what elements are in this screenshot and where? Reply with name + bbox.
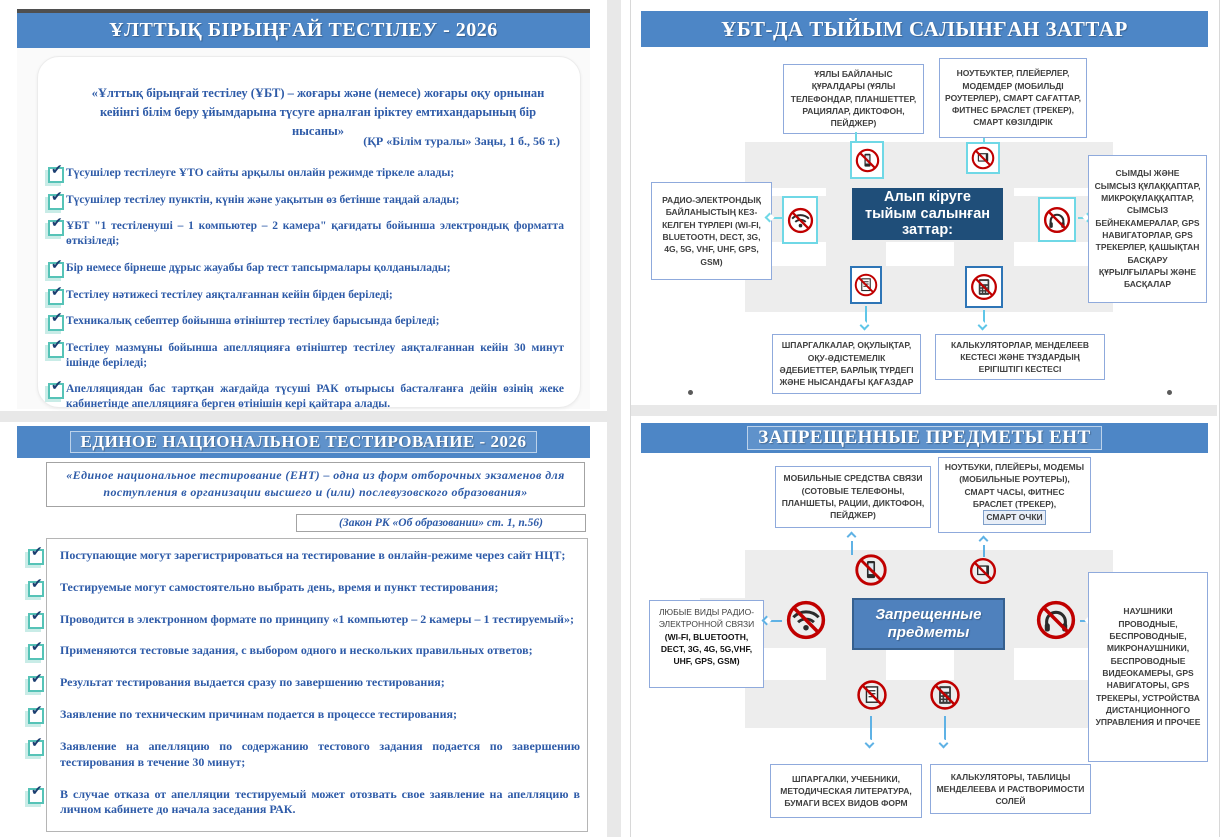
slide4-box-radio-types <box>649 600 764 688</box>
slide1-title: ҰЛТТЫҚ БІРЫҢҒАЙ ТЕСТІЛЕУ - 2026 <box>109 19 498 41</box>
checkbox-checked-icon <box>48 315 64 331</box>
list-item: ✔ Результат тестирования выдается сразу по завершению тестирования; <box>28 675 580 691</box>
connector-line <box>870 716 872 740</box>
slide4-center-label-box <box>852 598 1005 650</box>
page-gutter-right-horizontal <box>631 405 1217 416</box>
list-item: ✔ В случае отказа от апелляции тестируемый может отозвать свое заявление на апелляцию в личном кабинете до начала заседания РАК. <box>28 787 580 819</box>
list-item: ✔ Проводится в электронном формате по принципу «1 компьютер – 2 камеры – 1 тестируемый»; <box>28 612 580 628</box>
checkbox-checked-icon <box>48 289 64 305</box>
slide4-box-laptops-gadgets <box>938 457 1091 533</box>
slide3-box-cheatsheets: ШПАРГАЛКАЛАР, ОҚУЛЫҚТАР, ОҚУ-ӘДІСТЕМЕЛІК ӘДЕБИЕТТЕР, БАРЛЫҚ ТҮРДЕГІ ЖӘНЕ НЫСАНДАҒЫ ҚАҒАЗДАР <box>772 334 921 394</box>
list-item: ✔ Применяются тестовые задания, с выбором одного и нескольких правильных ответов; <box>28 643 580 659</box>
checkbox-checked-icon <box>28 549 44 565</box>
checkbox-checked-icon <box>28 613 44 629</box>
checkbox-checked-icon <box>28 581 44 597</box>
connector-line <box>944 716 946 740</box>
slide3-box-headphones-trackers: СЫМДЫ ЖӘНЕ СЫМСЫЗ ҚҰЛАҚҚАПТАР, МИКРОҚҰЛАҚҚАПТАР, СЫМСЫЗ БЕЙНЕКАМЕРАЛАР, GPS НАВИГАТОРЛАР, GPS ТРЕКЕРЛЕР, ҚАШЫҚТАН БАСҚАРУ ҚҰРЫЛҒЫЛАРЫ ЖӘНЕ БАСҚАЛАР <box>1088 155 1207 303</box>
checkbox-checked-icon <box>28 708 44 724</box>
slide4-smart-glasses-highlight: СМАРТ ОЧКИ <box>983 510 1045 524</box>
slide4-radio-text: ЛЮБЫЕ ВИДЫ РАДИО-ЭЛЕКТРОННОЙ СВЯЗИ <box>658 607 755 630</box>
page-gutter-left-horizontal <box>0 411 608 422</box>
slide1-title-bar <box>17 13 590 48</box>
bullet-dot <box>688 390 693 395</box>
slide3-title: ҰБТ-ДА ТЫЙЫМ САЛЫНҒАН ЗАТТАР <box>721 16 1128 41</box>
slide3-center-label-box <box>852 188 1003 240</box>
grid-band <box>745 142 1113 188</box>
checkbox-checked-icon <box>48 194 64 210</box>
slide2-checklist <box>28 548 580 818</box>
list-item: ✔ Заявление на апелляцию по содержанию тестового задания подается по завершению тестирования в течение 30 минут; <box>28 739 580 771</box>
list-item: ✔ Түсушілер тестілеу пунктін, күнін және уақытын өз бетінше таңдай алады; <box>48 193 564 208</box>
slide3-box-calculators: КАЛЬКУЛЯТОРЛАР, МЕНДЕЛЕЕВ КЕСТЕСІ ЖӘНЕ ТҰЗДАРДЫҢ ЕРІГІШТІГІ КЕСТЕСІ <box>935 334 1105 380</box>
slide4-box-laptops-text: НОУТБУКИ, ПЛЕЙЕРЫ, МОДЕМЫ (МОБИЛЬНЫЕ РОУТЕРЫ), СМАРТ ЧАСЫ, ФИТНЕС БРАСЛЕТ (ТРЕКЕР), <box>944 462 1085 509</box>
slide3-center-label: Алып кіруге тыйым салынған заттар: <box>864 189 991 239</box>
list-item: ✔ Тестілеу мазмұны бойынша апелляцияға өтініштер тестілеу аяқталғаннан кейін 30 минут ішінде беріледі; <box>48 341 564 370</box>
slide1-checklist <box>48 166 564 412</box>
slide4-box-mobile-devices: МОБИЛЬНЫЕ СРЕДСТВА СВЯЗИ (СОТОВЫЕ ТЕЛЕФОНЫ, ПЛАНШЕТЫ, РАЦИИ, ДИКТОФОН, ПЕЙДЖЕР) <box>775 466 931 528</box>
slide3-box-laptops-gadgets: НОУТБУКТЕР, ПЛЕЙЕРЛЕР, МОДЕМДЕР (МОБИЛЬДІ РОУТЕРЛЕР), СМАРТ САҒАТТАР, ФИТНЕС БРАСЛЕТ (ТРЕКЕР), СМАРТ КӨЗІЛДІРІК <box>939 58 1087 138</box>
list-item: ✔ Түсушілер тестілеуге ҰТО сайты арқылы онлайн режимде тіркеле алады; <box>48 166 564 181</box>
no-headphones-icon <box>1034 598 1078 647</box>
slide2-quote-box: «Единое национальное тестирование (ЕНТ) – одна из форм отборочных экзаменов для поступления в организации высшего и (или) послевузовского образования» <box>46 462 585 507</box>
slide4-box-headphones-trackers: НАУШНИКИ ПРОВОДНЫЕ, БЕСПРОВОДНЫЕ, МИКРОНАУШНИКИ, БЕСПРОВОДНЫЕ ВИДЕОКАМЕРЫ, GPS НАВИГАТОРЫ, GPS ТРЕКЕРЫ, УСТРОЙСТВА ДИСТАНЦИОННОГО УПРАВЛЕНИЯ И ПРОЧЕЕ <box>1088 572 1208 762</box>
no-wifi-icon <box>784 598 828 647</box>
no-wifi-icon <box>782 196 818 244</box>
slide1-law-ref: (ҚР «Білім туралы» Заңы, 1 б., 56 т.) <box>363 134 560 148</box>
checkbox-checked-icon <box>28 740 44 756</box>
list-item: ✔ Заявление по техническим причинам подается в процессе тестирования; <box>28 707 580 723</box>
slide4-center-label: Запрещенные предметы <box>875 606 982 641</box>
list-item: ✔ Техникалық себептер бойынша өтініштер тестілеу барысында беріледі; <box>48 314 564 329</box>
no-phone-icon <box>850 141 884 179</box>
list-item: ✔ Бір немесе бірнеше дұрыс жауабы бар тест тапсырмалары қолданылады; <box>48 261 564 276</box>
checkbox-checked-icon <box>28 644 44 660</box>
checkbox-checked-icon <box>48 167 64 183</box>
slide4-box-cheatsheets: ШПАРГАЛКИ, УЧЕБНИКИ, МЕТОДИЧЕСКАЯ ЛИТЕРАТУРА, БУМАГИ ВСЕХ ВИДОВ ФОРМ <box>770 764 922 818</box>
grid-band <box>745 266 1113 312</box>
no-tablet-icon <box>966 142 1000 174</box>
slide4-title-bar <box>641 423 1208 453</box>
list-item: ✔ Апелляциядан бас тартқан жағдайда түсуші РАК отырысы басталғанға дейін өзінің жеке кабинетінде апелляцияға берген өтінішін кері қайтара алады. <box>48 382 564 411</box>
checkbox-checked-icon <box>48 383 64 399</box>
page-gutter-vertical <box>607 0 621 837</box>
slide2-title: ЕДИНОЕ НАЦИОНАЛЬНОЕ ТЕСТИРОВАНИЕ - 2026 <box>70 431 538 453</box>
checkbox-checked-icon <box>48 262 64 278</box>
checkbox-checked-icon <box>48 220 64 236</box>
list-item: ✔ Тестируемые могут самостоятельно выбрать день, время и пункт тестирования; <box>28 580 580 596</box>
no-headphones-icon <box>1038 197 1076 242</box>
bullet-dot <box>1167 390 1172 395</box>
slide4-title: ЗАПРЕЩЕННЫЕ ПРЕДМЕТЫ ЕНТ <box>747 426 1101 450</box>
list-item: ✔ Тестілеу нәтижесі тестілеу аяқталғаннан кейін бірден беріледі; <box>48 288 564 303</box>
no-papers-icon <box>850 266 882 304</box>
list-item: ✔ ҰБТ "1 тестіленуші – 1 компьютер – 2 камера" қағидаты бойынша электрондық форматта өткізіледі; <box>48 219 564 248</box>
slide1-quote: «Ұлттық бірыңғай тестілеу (ҰБТ) – жоғары және (немесе) жоғары оқу орнынан кейінгі білім беру ұйымдарына түсуге арналған іріктеу емтихандарының бір нысаны» <box>91 86 545 138</box>
no-phone-icon <box>853 552 889 593</box>
no-tablet-icon <box>968 556 998 591</box>
grid-band <box>745 550 1113 598</box>
slide4-radio-detail: (WI-FI, BLUETOOTH, DECT, 3G, 4G, 5G,VHF, UHF, GPS, GSM) <box>660 631 753 667</box>
slide2-law-ref-box: (Закон РК «Об образовании» ст. 1, п.56) <box>296 514 586 532</box>
checkbox-checked-icon <box>28 788 44 804</box>
slide3-box-radio-types: РАДИО-ЭЛЕКТРОНДЫҚ БАЙЛАНЫСТЫҢ КЕЗ-КЕЛГЕН ТҮРЛЕРІ (WI-FI, BLUETOOTH, DECT, 3G, 4G, 5G, VHF, UHF, GPS, GSM) <box>651 182 772 280</box>
no-calculator-icon <box>928 678 962 717</box>
connector-line <box>770 620 782 622</box>
list-item: ✔ Поступающие могут зарегистрироваться на тестирование в онлайн-режиме через сайт НЦТ; <box>28 548 580 564</box>
no-papers-icon <box>855 678 889 717</box>
slide4-box-calculators: КАЛЬКУЛЯТОРЫ, ТАБЛИЦЫ МЕНДЕЛЕЕВА И РАСТВОРИМОСТИ СОЛЕЙ <box>930 764 1091 814</box>
slide3-title-bar <box>641 11 1208 47</box>
no-calculator-icon <box>965 266 1003 308</box>
slide3-box-mobile-devices: ҰЯЛЫ БАЙЛАНЫС ҚҰРАЛДАРЫ (ҰЯЛЫ ТЕЛЕФОНДАР, ПЛАНШЕТТЕР, РАЦИЯЛАР, ДИКТОФОН, ПЕЙДЖЕР) <box>783 64 924 134</box>
checkbox-checked-icon <box>48 342 64 358</box>
slide2-title-bar <box>17 426 590 458</box>
checkbox-checked-icon <box>28 676 44 692</box>
